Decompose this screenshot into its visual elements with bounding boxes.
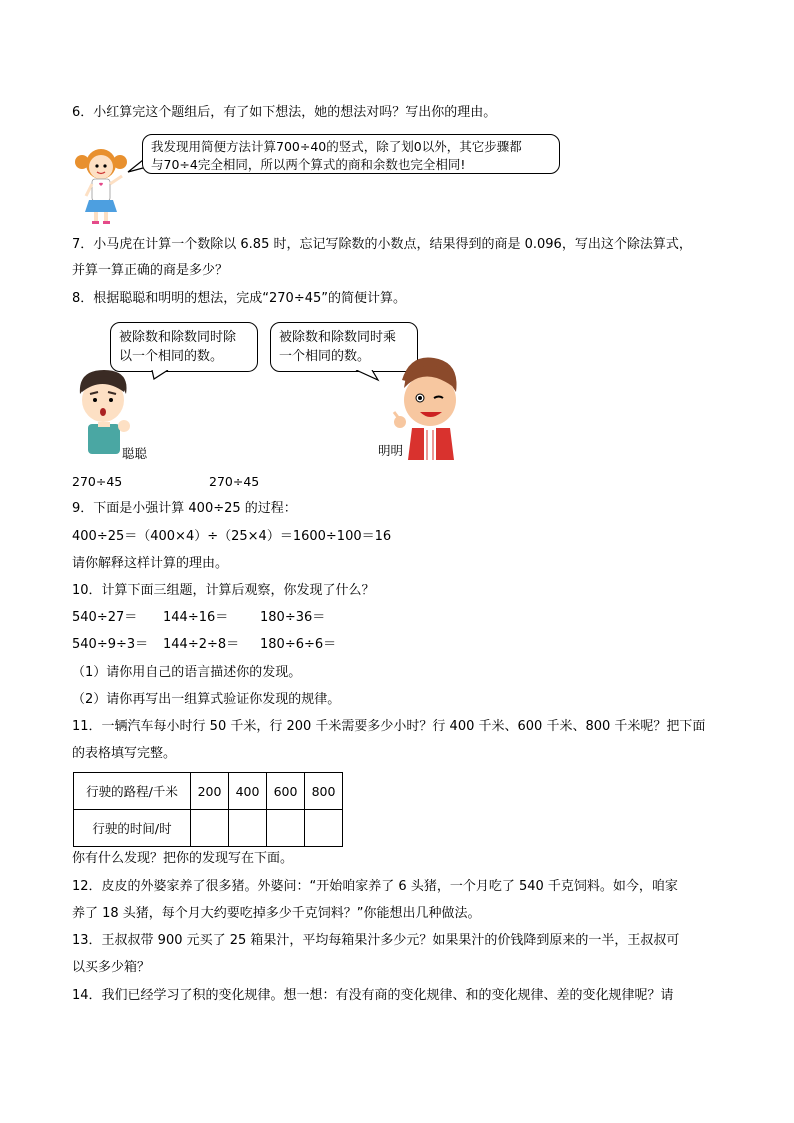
question-12-line2: 养了 18 头猪，每个月大约要吃掉多少千克饲料？”你能想出几种做法。 xyxy=(72,906,481,921)
question-14-line1: 14．我们已经学习了积的变化规律。想一想：有没有商的变化规律、和的变化规律、差的变化规律呢？请 xyxy=(72,988,674,1003)
question-6: 6．小红算完这个题组后，有了如下想法，她的想法对吗？写出你的理由。 xyxy=(72,105,497,120)
expr-10-2: 144÷16＝ xyxy=(163,610,229,625)
table-cell: 200 xyxy=(191,773,229,810)
expr-right: 270÷45 xyxy=(209,474,260,489)
question-9-work: 400÷25＝（400×4）÷（25×4）＝1600÷100＝16 xyxy=(72,529,392,544)
table-header-distance: 行驶的路程/千米 xyxy=(74,773,191,810)
question-10: 10．计算下面三组题，计算后观察，你发现了什么？ xyxy=(72,583,375,598)
expr-10-5: 144÷2÷8＝ xyxy=(163,637,240,652)
bubble-line: 与70÷4完全相同，所以两个算式的商和余数也完全相同! xyxy=(151,157,466,172)
question-8: 8．根据聪聪和明明的想法，完成“270÷45”的简便计算。 xyxy=(72,291,406,306)
bubble-line: 以一个相同的数。 xyxy=(119,349,224,364)
question-11-line2: 的表格填写完整。 xyxy=(72,746,177,761)
speech-tail-icon xyxy=(150,370,172,380)
question-10-sub2: （2）请你再写出一组算式验证你发现的规律。 xyxy=(72,692,341,707)
question-7-line2: 并算一算正确的商是多少？ xyxy=(72,263,229,278)
table-header-time: 行驶的时间/时 xyxy=(74,810,191,847)
girl-illustration-icon xyxy=(72,142,132,226)
expr-10-3: 180÷36＝ xyxy=(260,610,326,625)
expr-10-6: 180÷6÷6＝ xyxy=(260,637,337,652)
expr-left: 270÷45 xyxy=(72,474,123,489)
table-row xyxy=(74,810,343,847)
bubble-line: 被除数和除数同时除 xyxy=(119,330,237,345)
expr-10-4: 540÷9÷3＝ xyxy=(72,637,149,652)
question-13-line2: 以买多少箱？ xyxy=(72,960,151,975)
question-10-sub1: （1）请你用自己的语言描述你的发现。 xyxy=(72,665,302,680)
bubble-line: 我发现用简便方法计算700÷40的竖式，除了划0以外，其它步骤都 xyxy=(151,139,522,154)
question-11-line1: 11．一辆汽车每小时行 50 千米，行 200 千米需要多少小时？行 400 千米、600 千米、800 千米呢？把下面 xyxy=(72,719,706,734)
name-mingming: 明明 xyxy=(378,443,404,458)
table-cell: 400 xyxy=(229,773,267,810)
speech-bubble-xiaohong xyxy=(142,134,560,174)
question-12-line1: 12．皮皮的外婆家养了很多猪。外婆问：“开始咱家养了 6 头猪，一个月吃了 540 千克饲料。如今，咱家 xyxy=(72,879,678,894)
question-7-line1: 7．小马虎在计算一个数除以 6.85 时，忘记写除数的小数点，结果得到的商是 0.096，写出这个除法算式， xyxy=(72,237,692,252)
question-9: 9．下面是小强计算 400÷25 的过程： xyxy=(72,501,297,516)
question-13-line1: 13．王叔叔带 900 元买了 25 箱果汁，平均每箱果汁多少元？如果果汁的价钱降到原来的一半，王叔叔可 xyxy=(72,933,680,948)
table-cell: 800 xyxy=(305,773,343,810)
speech-tail-icon xyxy=(354,370,382,382)
table-cell: 600 xyxy=(267,773,305,810)
table-cell-empty[interactable] xyxy=(191,810,229,847)
table-cell-empty[interactable] xyxy=(267,810,305,847)
table-row xyxy=(74,773,343,810)
expr-10-1: 540÷27＝ xyxy=(72,610,138,625)
distance-time-table xyxy=(73,772,343,847)
question-11-after: 你有什么发现？把你的发现写在下面。 xyxy=(72,851,294,866)
bubble-line: 被除数和除数同时乘 xyxy=(279,330,397,345)
bubble-line: 一个相同的数。 xyxy=(279,349,371,364)
table-cell-empty[interactable] xyxy=(229,810,267,847)
name-congcong: 聪聪 xyxy=(122,446,148,461)
question-9-ask: 请你解释这样计算的理由。 xyxy=(72,556,229,571)
table-cell-empty[interactable] xyxy=(305,810,343,847)
